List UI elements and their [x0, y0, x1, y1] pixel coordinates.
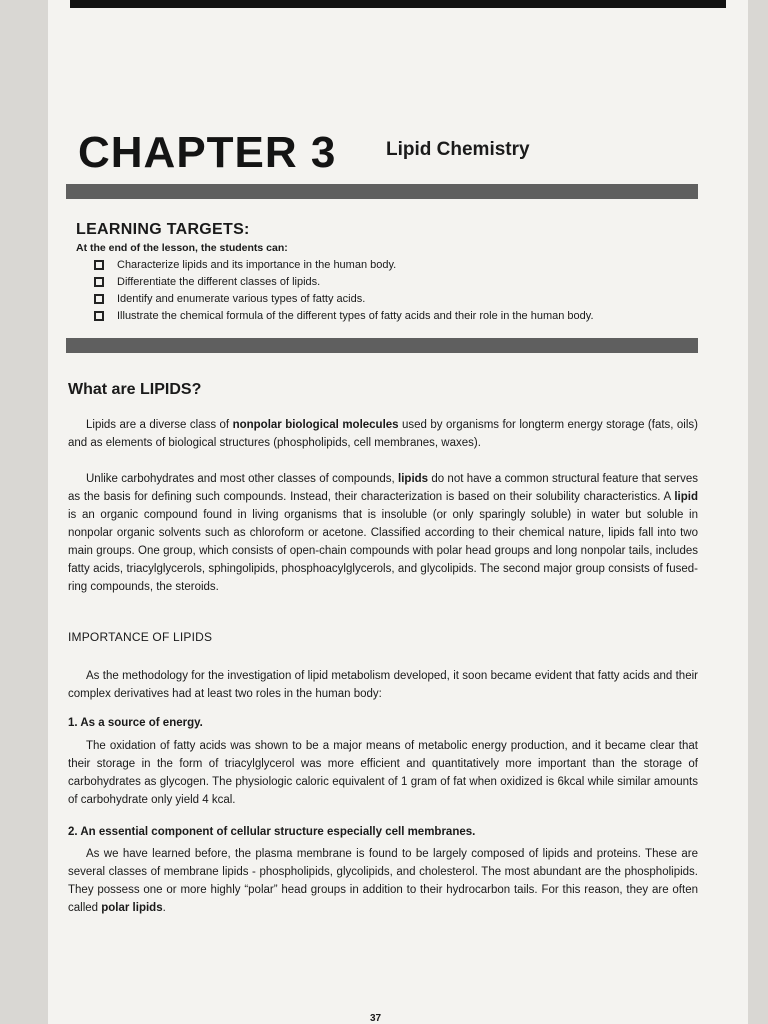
top-black-bar [70, 0, 726, 8]
learning-target-item: Identify and enumerate various types of fatty acids. [92, 291, 652, 307]
learning-targets-heading: LEARNING TARGETS: [76, 221, 250, 238]
page-number: 37 [370, 1013, 382, 1024]
what-are-lipids-heading: What are LIPIDS? [68, 381, 202, 398]
learning-targets-list [92, 257, 652, 325]
learning-target-item: Differentiate the different classes of lipids. [92, 274, 652, 290]
importance-intro-paragraph: As the methodology for the investigation of lipid metabolism developed, it soon became evident that fatty acids and their complex derivatives had at least two roles in the human body: [68, 670, 698, 700]
learning-target-item: Illustrate the chemical formula of the different types of fatty acids and their role in the human body. [92, 308, 652, 324]
lipids-characterization-paragraph: Unlike carbohydrates and most other classes of compounds, lipids do not have a common structural feature that serves as the basis for defining such compounds. Instead, their characterization is based on their solubility characteristics. A lipid is an organic compound found in living organisms that is insoluble (or only sparingly soluble) in water but soluble in nonpolar organic solvents such as chloroform or acetone. Classified according to their chemical nature, lipids fall into two main groups. One group, which consists of open-chain compounds with polar head groups and long nonpolar tails, includes fatty acids, triacylglycerols, sphingolipids, phosphoacylglycerols, and glycolipids. The second major group consists of fused-ring compounds, the steroids. [68, 473, 698, 593]
checkbox-icon [94, 311, 104, 321]
section-divider-bottom [66, 338, 698, 353]
importance-heading: IMPORTANCE OF LIPIDS [68, 630, 213, 644]
learning-target-item: Characterize lipids and its importance in the human body. [92, 257, 652, 273]
checkbox-icon [94, 260, 104, 270]
checkbox-icon [94, 277, 104, 287]
chapter-subtitle: Lipid Chemistry [386, 139, 530, 160]
energy-source-heading: 1. As a source of energy. [68, 717, 203, 729]
section-divider-top [66, 184, 698, 199]
energy-source-paragraph: The oxidation of fatty acids was shown to be a major means of metabolic energy production, and it became clear that their storage in the form of triacylglycerol was more efficient and quantitatively more important than the storage of carbohydrates as glycogen. The physiologic caloric equivalent of 1 gram of fat when oxidized is 6kcal while similar amounts of carbohydrate only yield 4 kcal. [68, 740, 698, 806]
cell-structure-paragraph: As we have learned before, the plasma membrane is found to be largely composed of lipids and proteins. These are several classes of membrane lipids - phospholipids, glycolipids, and cholesterol. The most abundant are the phospholipids. They possess one or more highly “polar” head groups in addition to their hydrocarbon tails. For this reason, they are often called polar lipids. [68, 848, 698, 914]
learning-targets-intro: At the end of the lesson, the students can: [76, 242, 288, 254]
checkbox-icon [94, 294, 104, 304]
chapter-title: CHAPTER 3 [78, 128, 337, 177]
cell-structure-heading: 2. An essential component of cellular structure especially cell membranes. [68, 826, 476, 838]
lipids-definition-paragraph: Lipids are a diverse class of nonpolar biological molecules used by organisms for longterm energy storage (fats, oils) and as elements of biological structures (phospholipids, cell membranes, waxes). [68, 419, 699, 449]
